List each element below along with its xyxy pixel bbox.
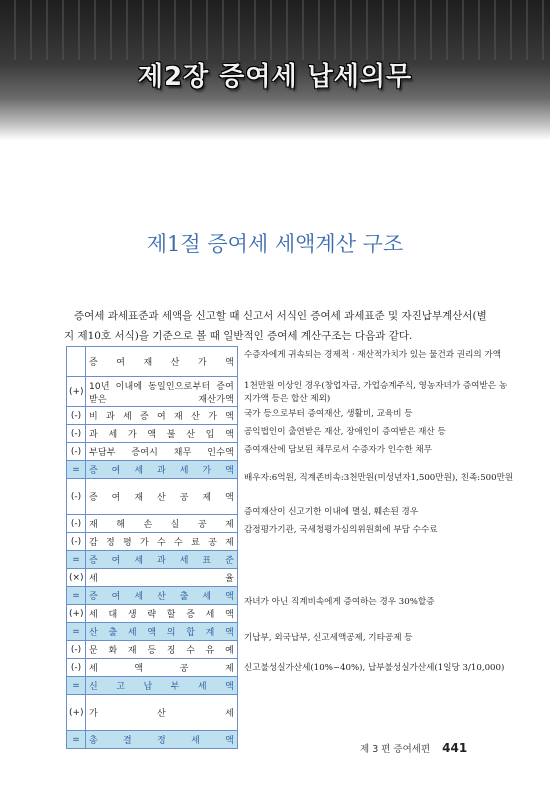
table-row bbox=[67, 695, 238, 731]
operator-cell: (-) bbox=[67, 407, 86, 425]
item-cell: 증 여 세 산 출 세 액 bbox=[86, 587, 238, 605]
table-row bbox=[67, 659, 238, 677]
item-cell: 10년 이내에 동일인으로부터 증여 받은 재산가액 bbox=[86, 377, 238, 407]
table-row bbox=[67, 377, 238, 407]
operator-cell: (-) bbox=[67, 443, 86, 461]
item-cell: 증 여 재 산 가 액 bbox=[86, 347, 238, 377]
row-description: 자녀가 아닌 직계비속에게 증여하는 경우 30%할증 bbox=[244, 597, 435, 607]
item-cell: 세 율 bbox=[86, 569, 238, 587]
table-row bbox=[67, 587, 238, 605]
tax-calculation-table bbox=[66, 346, 238, 749]
item-cell: 산 출 세 액 의 합 계 액 bbox=[86, 623, 238, 641]
chapter-title: 제2장 증여세 납세의무 bbox=[137, 62, 413, 92]
row-description: 증여재산이 신고기한 이내에 멸실, 훼손된 경우 bbox=[244, 507, 419, 517]
operator-cell: (-) bbox=[67, 659, 86, 677]
item-cell: 증 여 재 산 공 제 액 bbox=[86, 479, 238, 515]
table-row bbox=[67, 533, 238, 551]
item-cell: 증 여 세 과 세 표 준 bbox=[86, 551, 238, 569]
table-row bbox=[67, 623, 238, 641]
row-description: 배우자:6억원, 직계존비속:3천만원(미성년자1,500만원), 친족:500만원 bbox=[244, 473, 514, 483]
table-row bbox=[67, 515, 238, 533]
operator-cell: (+) bbox=[67, 605, 86, 623]
operator-cell: = bbox=[67, 623, 86, 641]
operator-cell: (-) bbox=[67, 533, 86, 551]
item-cell: 비 과 세 증 여 재 산 가 액 bbox=[86, 407, 238, 425]
operator-cell: = bbox=[67, 551, 86, 569]
operator-cell: (-) bbox=[67, 425, 86, 443]
item-cell: 감 정 평 가 수 수 료 공 제 bbox=[86, 533, 238, 551]
page-footer bbox=[360, 741, 467, 755]
operator-cell: = bbox=[67, 731, 86, 749]
row-description: 공익법인이 출연받은 재산, 장애인이 증여받은 재산 등 bbox=[244, 427, 446, 437]
row-description: 감정평가기관, 국세청평가심의위원회에 부담 수수료 bbox=[244, 525, 438, 535]
item-cell: 과 세 가 액 불 산 입 액 bbox=[86, 425, 238, 443]
row-description: 신고불성실가산세(10%~40%), 납부불성실가산세(1일당 3/10,000) bbox=[244, 663, 505, 673]
item-cell: 신 고 납 부 세 액 bbox=[86, 677, 238, 695]
table-row bbox=[67, 347, 238, 377]
table-row bbox=[67, 551, 238, 569]
section-title: 제1절 증여세 세액계산 구조 bbox=[146, 232, 404, 256]
page-number: 441 bbox=[442, 741, 468, 755]
operator-cell: (-) bbox=[67, 515, 86, 533]
operator-cell: (+) bbox=[67, 695, 86, 731]
row-description: 증여재산에 담보된 채무로서 수증자가 인수한 채무 bbox=[244, 445, 432, 455]
table-row bbox=[67, 407, 238, 425]
item-cell: 가 산 세 bbox=[86, 695, 238, 731]
item-cell: 세 대 생 략 할 증 세 액 bbox=[86, 605, 238, 623]
row-description: 기납부, 외국납부, 신고세액공제, 기타공제 등 bbox=[244, 633, 413, 643]
operator-cell: (×) bbox=[67, 569, 86, 587]
operator-cell: = bbox=[67, 677, 86, 695]
item-cell: 총 결 정 세 액 bbox=[86, 731, 238, 749]
item-cell: 세 액 공 제 bbox=[86, 659, 238, 677]
operator-cell bbox=[67, 347, 86, 377]
table-row bbox=[67, 605, 238, 623]
operator-cell: (+) bbox=[67, 377, 86, 407]
operator-cell: (-) bbox=[67, 641, 86, 659]
operator-cell: = bbox=[67, 461, 86, 479]
intro-paragraph: 증여세 과세표준과 세액을 신고할 때 신고서 서식인 증여세 과세표준 및 자진납부계산서(별지 제10호 서식)을 기준으로 볼 때 일반적인 증여세 계산구조는 다음과 같다. bbox=[64, 310, 487, 342]
table-row bbox=[67, 731, 238, 749]
table-row bbox=[67, 479, 238, 515]
operator-cell: (-) bbox=[67, 479, 86, 515]
table-row bbox=[67, 569, 238, 587]
table-row bbox=[67, 443, 238, 461]
footer-section-label: 제 3 편 증여세편 bbox=[360, 744, 431, 755]
table-row bbox=[67, 425, 238, 443]
table-row bbox=[67, 677, 238, 695]
row-description: 수증자에게 귀속되는 경제적 · 재산적가치가 있는 물건과 권리의 가액 bbox=[244, 350, 502, 360]
table-row bbox=[67, 641, 238, 659]
row-description: 1천만원 이상인 경우(창업자금, 가업승계주식, 영농자녀가 증여받은 농지가액 등은 합산 제외) bbox=[244, 381, 508, 404]
row-description: 국가 등으로부터 증여재산, 생활비, 교육비 등 bbox=[244, 409, 413, 419]
item-cell: 재 해 손 실 공 제 bbox=[86, 515, 238, 533]
table-row bbox=[67, 461, 238, 479]
item-cell: 증 여 세 과 세 가 액 bbox=[86, 461, 238, 479]
item-cell: 문 화 재 등 징 수 유 예 bbox=[86, 641, 238, 659]
operator-cell: = bbox=[67, 587, 86, 605]
item-cell: 부담부 증여시 채무 인수액 bbox=[86, 443, 238, 461]
